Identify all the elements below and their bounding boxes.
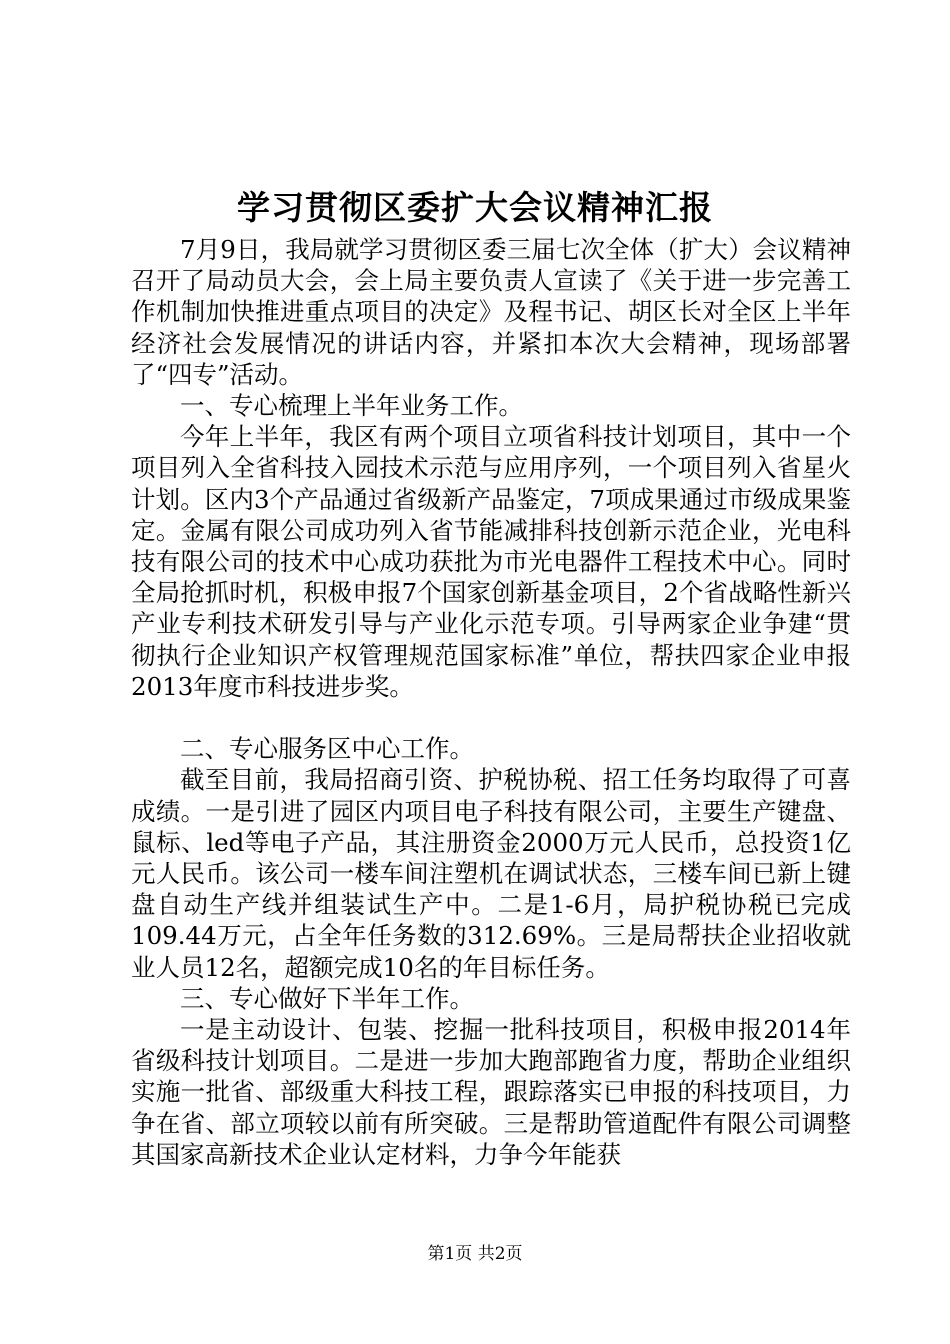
document-title: 学习贯彻区委扩大会议精神汇报 <box>237 188 713 227</box>
paragraph-section-3: 一是主动设计、包装、挖掘一批科技项目，积极申报2014年省级科技计划项目。二是进一步加大跑部跑省力度，帮助企业组织实施一批省、部级重大科技工程，跟踪落实已申报的科技项目，力争在省、部立项较以前有所突破。三是帮助管道配件有限公司调整其国家高新技术企业认定材料，力争今年能获 <box>131 1015 851 1169</box>
paragraph-section-1: 今年上半年，我区有两个项目立项省科技计划项目，其中一个项目列入全省科技入园技术示范与应用序列，一个项目列入省星火计划。区内3个产品通过省级新产品鉴定，7项成果通过市级成果鉴定。金属有限公司成功列入省节能减排科技创新示范企业，光电科技有限公司的技术中心成功获批为市光电器件工程技术中心。同时全局抢抓时机，积极申报7个国家创新基金项目，2个省战略性新兴产业专利技术研发引导与产业化示范专项。引导两家企业争建“贯彻执行企业知识产权管理规范国家标准”单位，帮扶四家企业申报2013年度市科技进步奖。 <box>131 422 851 701</box>
section-heading-1: 一、专心梳理上半年业务工作。 <box>180 391 523 421</box>
page-footer: 第1页 共2页 <box>427 1244 523 1264</box>
section-heading-2: 二、专心服务区中心工作。 <box>180 734 474 764</box>
document-body <box>131 234 851 1170</box>
paragraph-section-2: 截至目前，我局招商引资、护税协税、招工任务均取得了可喜成绩。一是引进了园区内项目电子科技有限公司，主要生产键盘、鼠标、led等电子产品，其注册资金2000万元人民币，总投资1亿元人民币。该公司一楼车间注塑机在调试状态，三楼车间已新上键盘自动生产线并组装试生产中。二是1-6月，局护税协税已完成109.44万元，占全年任务数的312.69%。三是局帮扶企业招收就业人员12名，超额完成10名的年目标任务。 <box>131 765 851 982</box>
paragraph-intro: 7月9日，我局就学习贯彻区委三届七次全体（扩大）会议精神召开了局动员大会，会上局主要负责人宣读了《关于进一步完善工作机制加快推进重点项目的决定》及程书记、胡区长对全区上半年经济社会发展情况的讲话内容，并紧扣本次大会精神，现场部署了“四专”活动。 <box>131 235 851 389</box>
section-heading-3: 三、专心做好下半年工作。 <box>180 983 474 1013</box>
